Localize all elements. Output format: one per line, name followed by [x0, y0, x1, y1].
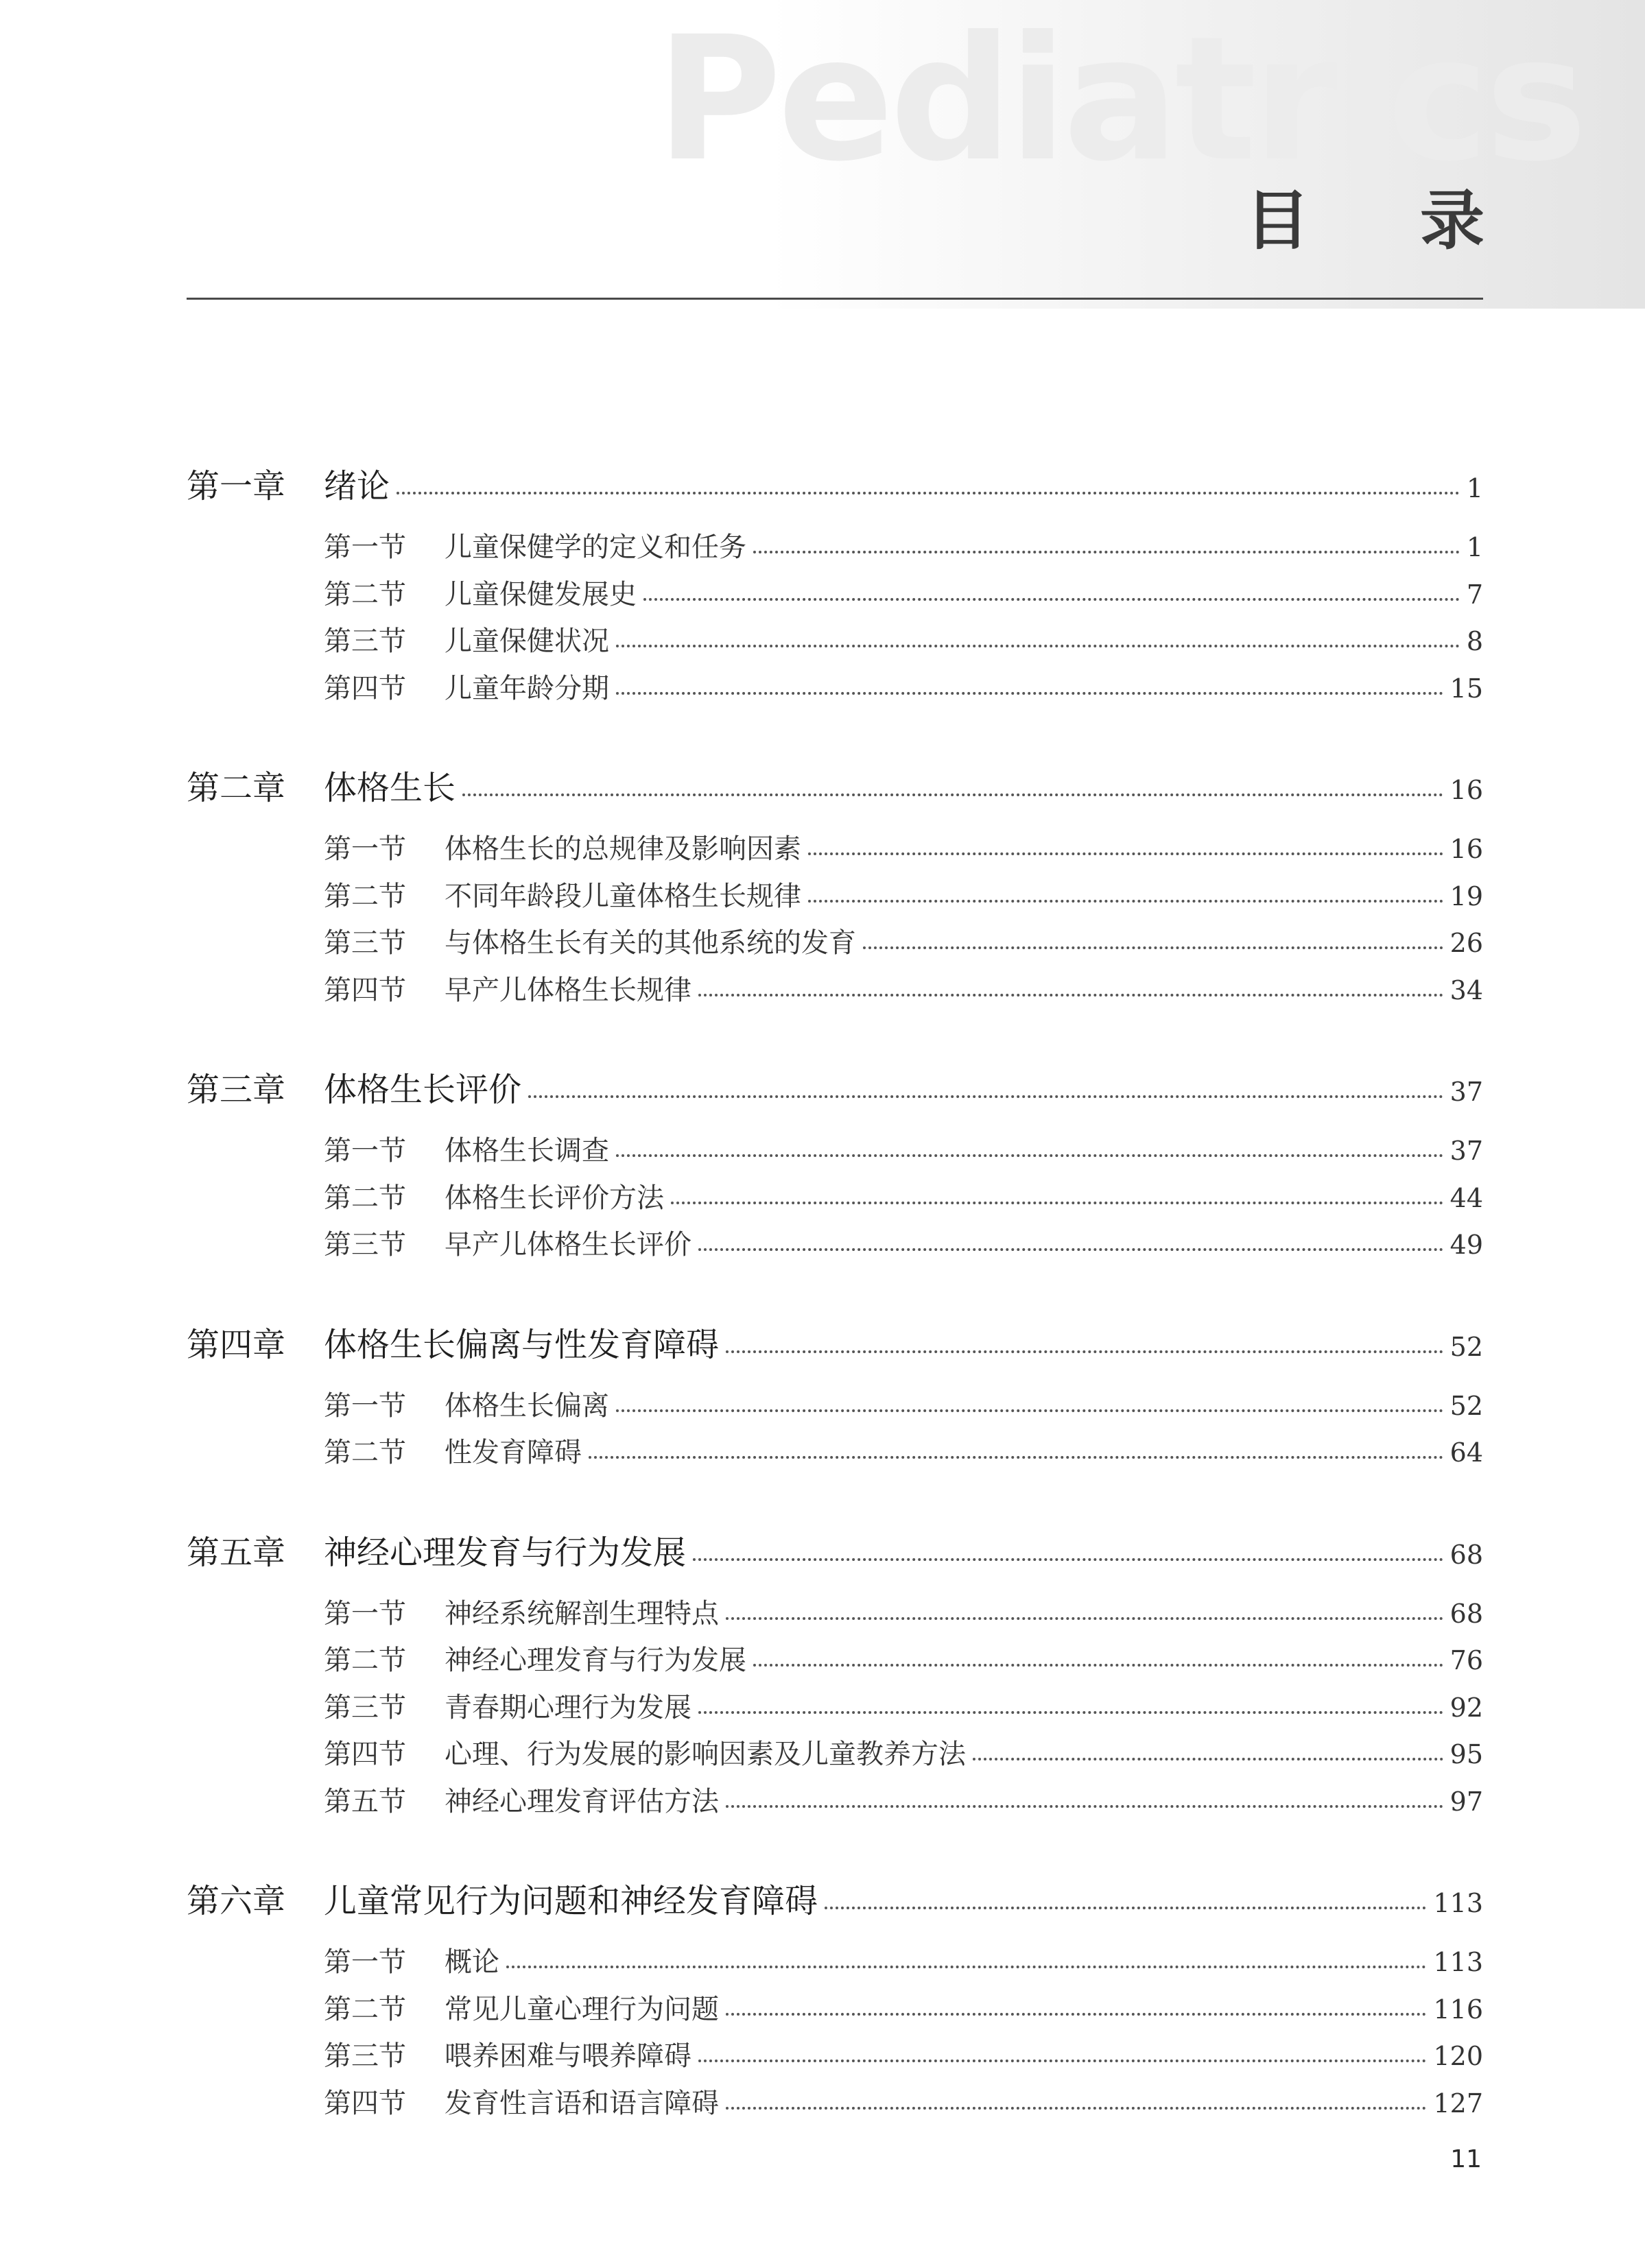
dot-leader	[726, 2013, 1426, 2016]
section-number: 第二节	[324, 1437, 406, 1468]
chapter-page-number: 52	[1449, 1331, 1483, 1362]
section-number: 第三节	[324, 625, 406, 657]
dot-leader	[528, 1095, 1443, 1098]
toc-chapter	[187, 1874, 1483, 2128]
toc-section-entry[interactable]	[187, 921, 1483, 968]
section-number: 第一节	[324, 833, 406, 865]
dot-leader	[726, 1350, 1443, 1353]
section-number: 第一节	[324, 1135, 406, 1167]
section-title: 儿童保健发展史	[445, 578, 637, 610]
chapter-number: 第三章	[187, 1071, 286, 1109]
chapter-number: 第一章	[187, 467, 286, 505]
section-title: 儿童保健学的定义和任务	[445, 532, 746, 563]
section-page-number: 8	[1466, 626, 1483, 656]
section-title: 体格生长偏离	[445, 1389, 609, 1422]
dot-leader	[693, 1558, 1443, 1561]
section-page-number: 120	[1433, 2041, 1483, 2071]
chapter-number: 第五章	[187, 1533, 286, 1572]
title-divider	[187, 298, 1483, 300]
section-page-number: 95	[1449, 1739, 1483, 1769]
table-of-contents	[187, 459, 1483, 2176]
section-title: 体格生长的总规律及影响因素	[445, 833, 801, 865]
section-number: 第四节	[324, 672, 406, 704]
dot-leader	[863, 946, 1443, 949]
dot-leader	[726, 1805, 1443, 1808]
section-page-number: 52	[1449, 1390, 1483, 1421]
toc-section-entry[interactable]	[187, 1592, 1483, 1639]
toc-section-entry[interactable]	[187, 619, 1483, 667]
section-title: 喂养困难与喂养障碍	[445, 2040, 691, 2072]
section-page-number: 34	[1449, 975, 1483, 1005]
dot-leader	[698, 2060, 1426, 2062]
chapter-number: 第二章	[187, 769, 286, 807]
section-title: 早产儿体格生长规律	[445, 974, 691, 1006]
dot-leader	[753, 551, 1460, 553]
section-number: 第五节	[324, 1785, 406, 1817]
section-number: 第三节	[324, 1229, 406, 1261]
toc-section-entry[interactable]	[187, 525, 1483, 573]
chapter-page-number: 68	[1449, 1539, 1483, 1570]
section-page-number: 64	[1449, 1437, 1483, 1468]
section-page-number: 16	[1449, 834, 1483, 864]
section-title: 性发育障碍	[445, 1437, 582, 1468]
section-page-number: 127	[1433, 2088, 1483, 2118]
header-watermark: Pediatrics	[656, 0, 1583, 199]
chapter-page-number: 16	[1449, 775, 1483, 805]
section-page-number: 7	[1466, 579, 1483, 610]
toc-chapter	[187, 1318, 1483, 1478]
dot-leader	[726, 2107, 1426, 2110]
toc-section-entry[interactable]	[187, 1686, 1483, 1733]
section-page-number: 26	[1449, 928, 1483, 958]
dot-leader	[506, 1966, 1426, 1968]
toc-section-entry[interactable]	[187, 1176, 1483, 1223]
section-title: 常见儿童心理行为问题	[445, 1993, 719, 2025]
dot-leader	[397, 492, 1460, 494]
dot-leader	[973, 1758, 1443, 1760]
toc-chapter	[187, 459, 1483, 713]
chapter-page-number: 113	[1433, 1888, 1483, 1918]
chapter-title: 体格生长偏离与性发育障碍	[324, 1325, 720, 1364]
chapter-title: 绪论	[324, 467, 390, 505]
chapter-number: 第四章	[187, 1325, 286, 1364]
toc-section-entry[interactable]	[187, 1780, 1483, 1827]
dot-leader	[643, 598, 1460, 601]
toc-chapter-entry[interactable]	[187, 1874, 1483, 1940]
dot-leader	[671, 1202, 1443, 1204]
chapter-number: 第六章	[187, 1882, 286, 1920]
toc-section-entry[interactable]	[187, 1638, 1483, 1686]
section-page-number: 116	[1433, 1994, 1483, 2025]
section-page-number: 49	[1449, 1230, 1483, 1260]
toc-chapter-entry[interactable]	[187, 1063, 1483, 1129]
section-title: 早产儿体格生长评价	[445, 1229, 691, 1261]
toc-chapter-entry[interactable]	[187, 1318, 1483, 1384]
chapter-title: 儿童常见行为问题和神经发育障碍	[324, 1882, 818, 1920]
toc-section-entry[interactable]	[187, 1384, 1483, 1431]
chapter-page-number: 37	[1449, 1077, 1483, 1107]
toc-chapter	[187, 761, 1483, 1015]
section-title: 体格生长评价方法	[445, 1182, 664, 1214]
toc-section-entry[interactable]	[187, 827, 1483, 874]
dot-leader	[808, 900, 1443, 903]
toc-section-entry[interactable]	[187, 968, 1483, 1016]
section-title: 心理、行为发展的影响因素及儿童教养方法	[445, 1739, 966, 1770]
toc-chapter-entry[interactable]	[187, 1526, 1483, 1592]
dot-leader	[698, 1248, 1443, 1251]
dot-leader	[726, 1617, 1443, 1620]
section-title: 神经心理发育评估方法	[445, 1785, 719, 1817]
section-title: 儿童年龄分期	[445, 672, 609, 704]
dot-leader	[616, 1154, 1443, 1157]
section-number: 第一节	[324, 532, 406, 563]
chapter-title: 体格生长评价	[324, 1071, 522, 1109]
toc-chapter-entry[interactable]	[187, 459, 1483, 525]
section-title: 不同年龄段儿童体格生长规律	[445, 880, 801, 912]
section-title: 神经系统解剖生理特点	[445, 1597, 719, 1630]
dot-leader	[462, 793, 1443, 796]
section-number: 第三节	[324, 1691, 406, 1723]
toc-chapter-entry[interactable]	[187, 761, 1483, 827]
section-number: 第二节	[324, 1182, 406, 1214]
section-page-number: 68	[1449, 1598, 1483, 1629]
section-number: 第一节	[324, 1389, 406, 1422]
section-page-number: 92	[1449, 1692, 1483, 1723]
toc-section-entry[interactable]	[187, 2034, 1483, 2081]
section-page-number: 113	[1433, 1947, 1483, 1977]
section-number: 第三节	[324, 2040, 406, 2072]
section-number: 第四节	[324, 974, 406, 1006]
section-page-number: 44	[1449, 1182, 1483, 1213]
section-number: 第一节	[324, 1946, 406, 1978]
section-page-number: 97	[1449, 1786, 1483, 1817]
section-title: 发育性言语和语言障碍	[445, 2087, 719, 2119]
toc-section-entry[interactable]	[187, 1223, 1483, 1270]
page-title: 目 录	[1245, 184, 1528, 259]
toc-chapter	[187, 1063, 1483, 1270]
section-page-number: 37	[1449, 1136, 1483, 1166]
section-page-number: 19	[1449, 881, 1483, 911]
section-number: 第二节	[324, 578, 406, 610]
section-number: 第三节	[324, 927, 406, 959]
page-number: 11	[1450, 2145, 1482, 2173]
section-title: 青春期心理行为发展	[445, 1691, 691, 1723]
dot-leader	[825, 1907, 1426, 1909]
section-number: 第四节	[324, 1739, 406, 1770]
dot-leader	[589, 1456, 1443, 1459]
toc-section-entry[interactable]	[187, 1431, 1483, 1478]
section-page-number: 76	[1449, 1645, 1483, 1675]
section-number: 第一节	[324, 1597, 406, 1630]
dot-leader	[698, 1711, 1443, 1714]
section-page-number: 15	[1449, 673, 1483, 704]
section-title: 与体格生长有关的其他系统的发育	[445, 927, 856, 959]
toc-section-entry[interactable]	[187, 1988, 1483, 2035]
section-title: 概论	[445, 1946, 499, 1978]
section-title: 神经心理发育与行为发展	[445, 1645, 746, 1676]
section-page-number: 1	[1466, 532, 1483, 562]
toc-section-entry[interactable]	[187, 1129, 1483, 1176]
chapter-title: 体格生长	[324, 769, 456, 807]
dot-leader	[753, 1664, 1443, 1667]
dot-leader	[616, 645, 1460, 647]
toc-section-entry[interactable]	[187, 573, 1483, 620]
toc-section-entry[interactable]	[187, 1732, 1483, 1780]
section-number: 第二节	[324, 880, 406, 912]
section-title: 儿童保健状况	[445, 625, 609, 657]
toc-section-entry[interactable]	[187, 667, 1483, 714]
toc-section-entry[interactable]	[187, 2081, 1483, 2129]
section-number: 第二节	[324, 1645, 406, 1676]
section-number: 第二节	[324, 1993, 406, 2025]
section-title: 体格生长调查	[445, 1135, 609, 1167]
section-number: 第四节	[324, 2087, 406, 2119]
dot-leader	[808, 852, 1443, 855]
dot-leader	[698, 994, 1443, 996]
toc-chapter	[187, 1526, 1483, 1827]
toc-section-entry[interactable]	[187, 874, 1483, 922]
toc-section-entry[interactable]	[187, 1940, 1483, 1988]
chapter-page-number: 1	[1466, 473, 1483, 503]
dot-leader	[616, 692, 1443, 695]
dot-leader	[616, 1409, 1443, 1412]
chapter-title: 神经心理发育与行为发展	[324, 1533, 687, 1572]
